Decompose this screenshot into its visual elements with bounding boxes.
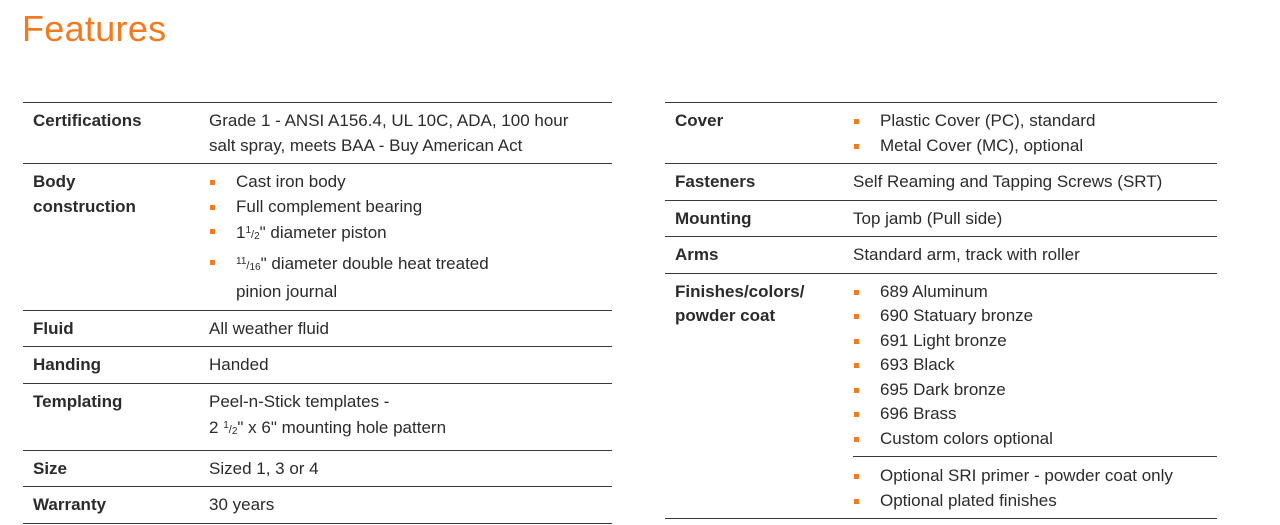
list-item: Plastic Cover (PC), standard [853,109,1217,134]
list-item: 693 Black [853,353,1217,378]
item-text: pinion journal [236,282,338,301]
list-item [209,219,612,250]
row-label-arms: Arms [665,237,853,274]
row-label-size: Size [23,450,209,487]
value-line: Peel-n-Stick templates - [209,391,390,411]
label-line: construction [33,196,136,216]
fraction-numerator: 1 [223,420,229,431]
label-line: Finishes/colors/ [675,281,805,301]
row-label-mounting: Mounting [665,200,853,237]
value-line: salt spray, meets BAA - Buy American Act [209,135,523,155]
row-value-warranty: 30 years [209,487,612,524]
row-label-warranty: Warranty [23,487,209,524]
table-row [23,487,612,524]
label-line: Body [33,172,76,191]
divider [853,456,1217,457]
table-row [665,200,1217,237]
table-row [23,383,612,450]
fraction-denominator: 2 [231,426,238,437]
row-value-arms: Standard arm, track with roller [853,237,1217,274]
row-label-fasteners: Fasteners [665,164,853,201]
table-row [23,103,612,164]
row-label-handing: Handing [23,347,209,384]
row-value-handing: Handed [209,347,612,384]
list-item: 691 Light bronze [853,329,1217,354]
item-text: " diameter double heat treated [260,253,489,273]
row-value-certifications [209,103,612,164]
table-row [23,310,612,347]
table-row [665,237,1217,274]
row-label-finishes [665,273,853,519]
value-line: Grade 1 - ANSI A156.4, UL 10C, ADA, 100 hour [209,111,569,130]
list-item [209,250,612,305]
list-item: 696 Brass [853,402,1217,427]
bullet-list [209,170,612,305]
row-value-size: Sized 1, 3 or 4 [209,450,612,487]
row-value-cover [853,103,1217,164]
fraction: $^{11}/_{16}$ [236,255,261,273]
item-text: " diameter piston [259,223,387,242]
row-label-cover: Cover [665,103,853,164]
list-item: Metal Cover (MC), optional [853,134,1217,159]
list-item: Custom colors optional [853,427,1217,452]
table-row [665,103,1217,164]
fraction: $^1/_2$ [223,420,238,437]
row-value-templating [209,383,612,450]
label-line: powder coat [675,306,776,325]
bullet-list [853,280,1217,452]
table-row [665,273,1217,519]
row-value-fluid: All weather fluid [209,310,612,347]
list-item: Optional SRI primer - powder coat only [853,464,1217,489]
features-table-left [23,102,612,524]
row-value-fasteners: Self Reaming and Tapping Screws (SRT) [853,164,1217,201]
table-row [23,164,612,311]
fraction-whole: 2 [209,418,219,437]
row-value-finishes [853,273,1217,519]
bullet-list [853,464,1217,513]
fraction-denominator: 16 [249,261,261,273]
bullet-list [853,109,1217,158]
item-text: " x 6" mounting hole pattern [237,418,447,437]
row-value-body-construction [209,164,612,311]
fraction-denominator: 2 [254,231,260,242]
page-title: Features [22,8,167,49]
row-label-templating: Templating [23,383,209,450]
fraction-numerator: 11 [236,255,247,267]
list-item: 695 Dark bronze [853,378,1217,403]
table-row [23,347,612,384]
row-value-mounting: Top jamb (Pull side) [853,200,1217,237]
table-row [665,164,1217,201]
list-item: 690 Statuary bronze [853,304,1217,329]
list-item: Cast iron body [209,170,612,195]
table-row [23,450,612,487]
fraction: $^1/_2$ [245,225,260,242]
row-label-certifications: Certifications [23,103,209,164]
value-line [209,414,612,445]
fraction-numerator: 1 [245,225,252,236]
list-item: 689 Aluminum [853,280,1217,305]
row-label-fluid: Fluid [23,310,209,347]
list-item: Full complement bearing [209,195,612,220]
features-table-right [665,102,1217,519]
list-item: Optional plated finishes [853,489,1217,514]
fraction-whole: 1 [236,223,246,242]
row-label-body-construction [23,164,209,311]
